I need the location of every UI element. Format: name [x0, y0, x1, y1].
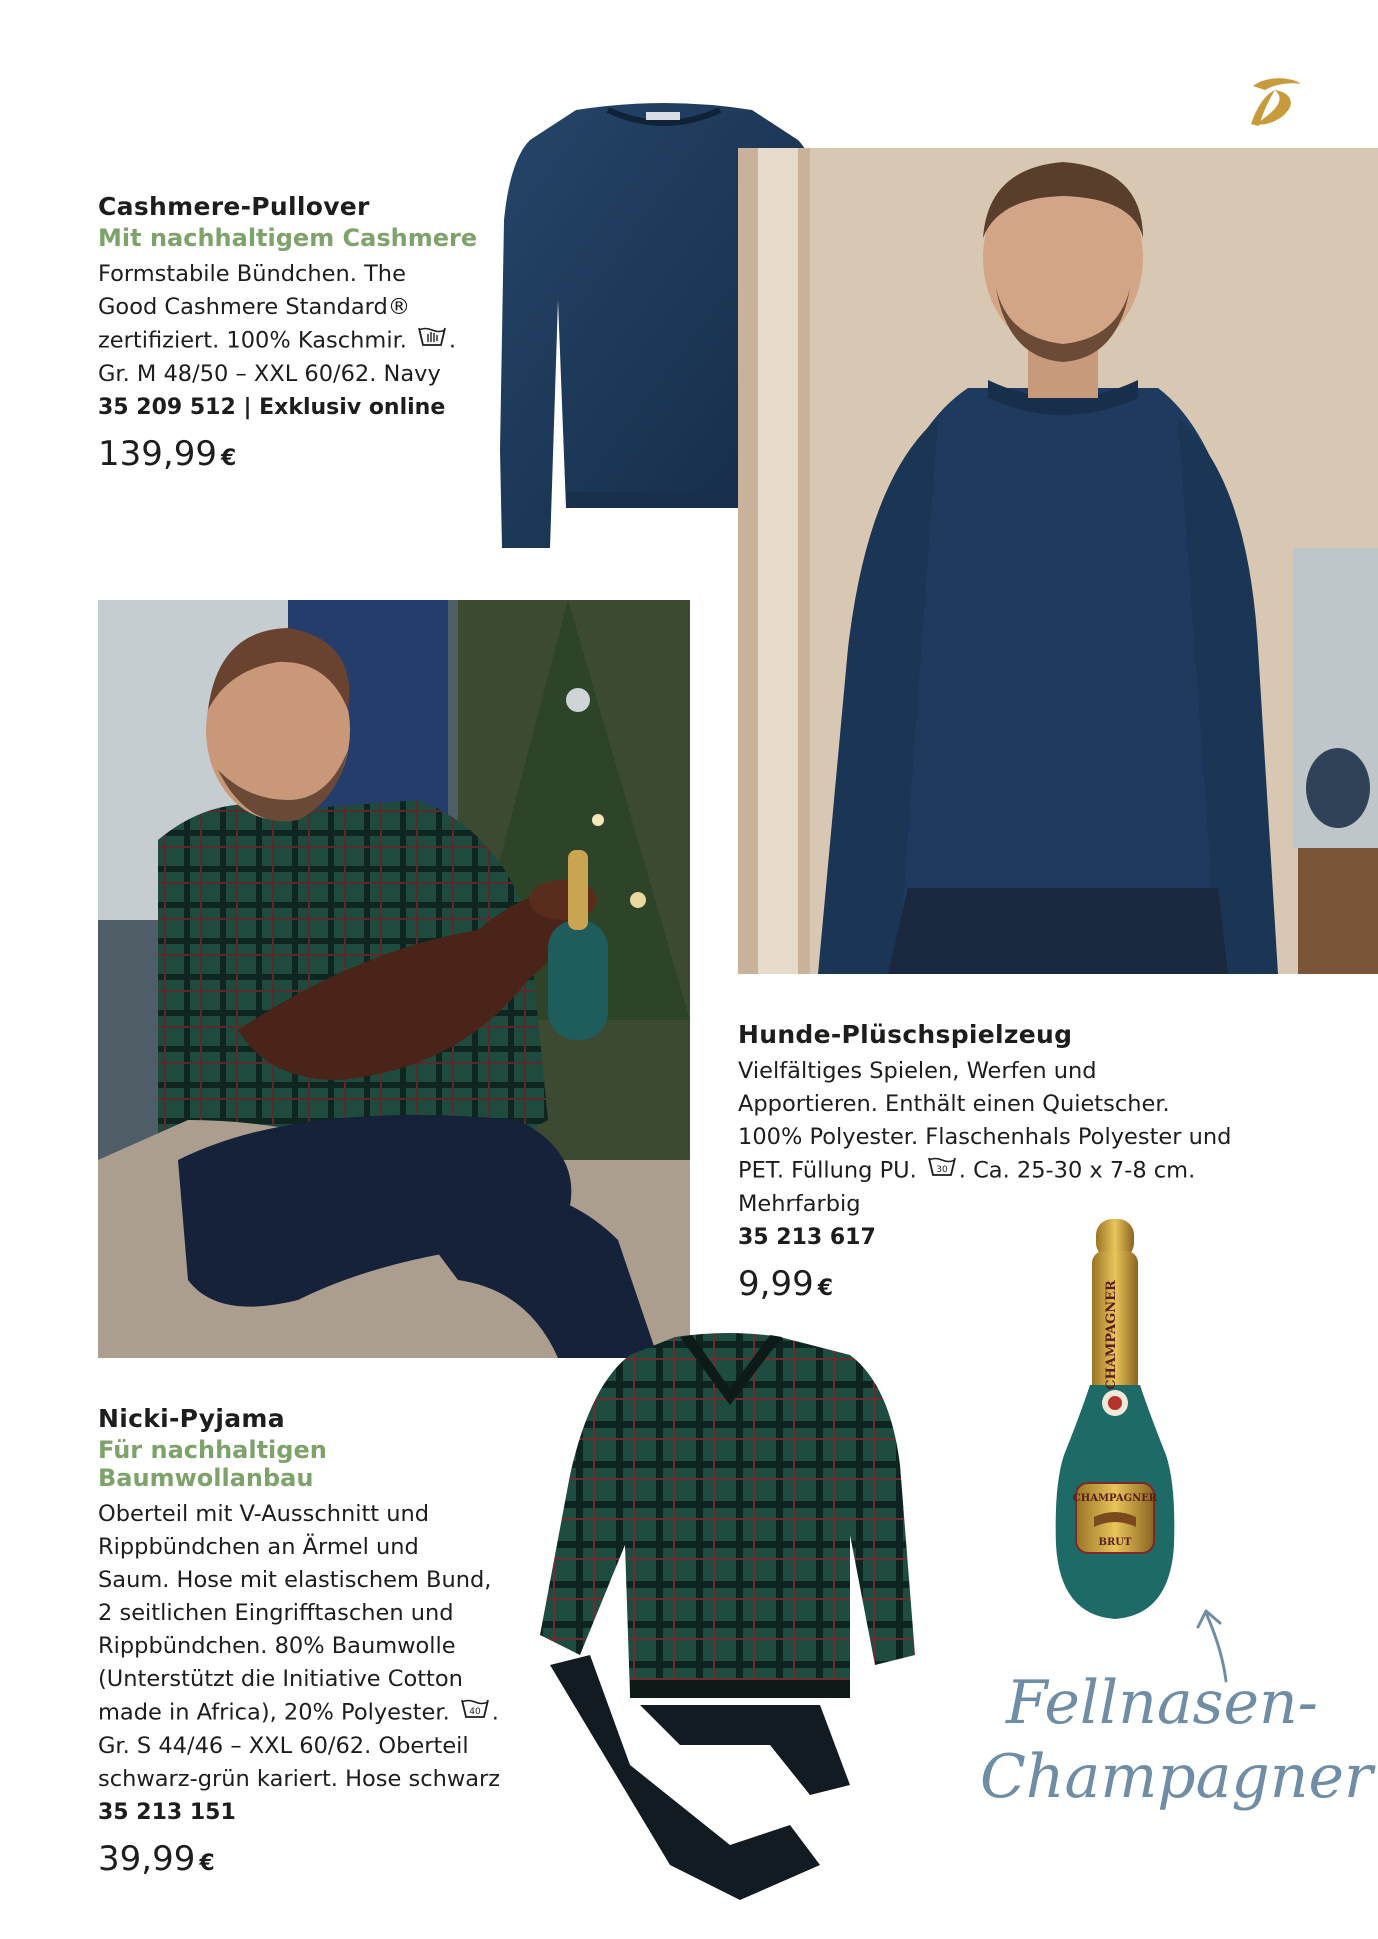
product-subtitle: Für nachhaltigen Baumwollanbau	[98, 1436, 327, 1492]
handwritten-caption	[980, 1666, 1373, 1814]
product-nicki-pyjama	[98, 1404, 518, 1879]
tchibo-bean-logo-icon	[1245, 72, 1307, 132]
description-line: Good Cashmere Standard®	[98, 294, 411, 320]
man-in-sweater-photo	[738, 148, 1378, 974]
description-line: schwarz-grün kariert. Hose schwarz	[98, 1766, 501, 1792]
svg-text:CHAMPAGNER: CHAMPAGNER	[1072, 1493, 1158, 1504]
description-line: Rippbündchen an Ärmel und	[98, 1534, 419, 1560]
wash-40-icon	[460, 1696, 490, 1730]
description-line: Apportieren. Enthält einen Quietscher.	[738, 1091, 1170, 1117]
svg-text:40: 40	[469, 1707, 481, 1717]
description-line: made in Africa), 20% Polyester. 40 .	[98, 1696, 518, 1730]
article-number: 35 213 617	[738, 1225, 876, 1250]
description-line: Gr. M 48/50 – XXL 60/62. Navy	[98, 361, 441, 387]
description-line: PET. Füllung PU. 30 . Ca. 25-30 x 7-8 cm.	[738, 1154, 1298, 1188]
description-line: Vielfältiges Spielen, Werfen und	[738, 1058, 1097, 1084]
brand-logo	[1245, 72, 1307, 132]
svg-text:CHAMPAGNER: CHAMPAGNER	[1104, 1280, 1119, 1390]
product-title: Nicki-Pyjama	[98, 1404, 285, 1433]
description-line: Saum. Hose mit elastischem Bund,	[98, 1567, 492, 1593]
product-title: Hunde-Plüschspielzeug	[738, 1020, 1073, 1049]
price: 139,99 €	[98, 434, 237, 474]
product-cashmere-pullover	[98, 192, 498, 474]
article-number: 35 209 512 | Exklusiv online	[98, 395, 446, 420]
description-line: Formstabile Bündchen. The	[98, 261, 406, 287]
wash-30-icon	[927, 1154, 957, 1188]
description-line: Oberteil mit V-Ausschnitt und	[98, 1501, 430, 1527]
description-line: 100% Polyester. Flaschenhals Polyester und	[738, 1124, 1232, 1150]
product-title: Cashmere-Pullover	[98, 192, 370, 221]
svg-text:BRUT: BRUT	[1098, 1537, 1132, 1548]
caption-line: Champagner	[980, 1742, 1373, 1812]
description-line: Rippbündchen. 80% Baumwolle	[98, 1633, 456, 1659]
product-subtitle: Mit nachhaltigem Cashmere	[98, 224, 478, 252]
description-line: Gr. S 44/46 – XXL 60/62. Oberteil	[98, 1733, 469, 1759]
article-number: 35 213 151	[98, 1800, 236, 1825]
pyjama-product-image	[520, 1325, 920, 1905]
description-line: (Unterstützt die Initiative Cotton	[98, 1666, 463, 1692]
product-dog-plush-toy	[738, 1020, 1298, 1304]
price: 39,99 €	[98, 1839, 215, 1879]
caption-line: Fellnasen-	[1006, 1668, 1318, 1738]
description-line: zertifiziert. 100% Kaschmir. .	[98, 324, 498, 358]
description-line: 2 seitlichen Eingrifftaschen und	[98, 1600, 454, 1626]
man-with-dog-pyjama-photo	[98, 600, 690, 1358]
champagne-bottle-toy-image	[1050, 1215, 1180, 1630]
svg-text:30: 30	[936, 1165, 948, 1175]
handwash-icon	[417, 324, 447, 358]
price: 9,99 €	[738, 1264, 834, 1304]
description-line: Mehrfarbig	[738, 1191, 861, 1217]
